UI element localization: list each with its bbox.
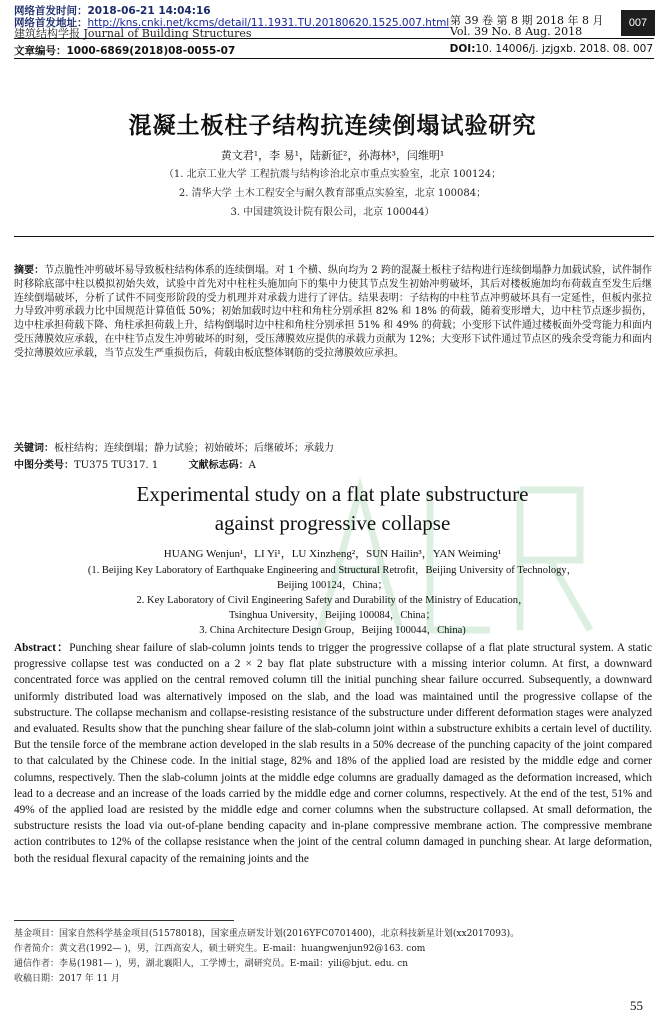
journal-name: 建筑结构学报 Journal of Building Structures — [14, 27, 252, 40]
pub-time: 网络首发时间：2018-06-21 14:04:16 — [14, 5, 211, 17]
abstract-en — [14, 640, 652, 867]
keywords-cn-text: 板柱结构；连续倒塌；静力试验；初始破坏；后继破坏；承载力 — [54, 443, 334, 454]
doc-code-label: 文献标志码： — [188, 460, 249, 471]
page-code-badge: 007 — [621, 10, 655, 36]
abstract-cn-label: 摘要： — [14, 265, 45, 276]
volume-cn: 第 39 卷 第 8 期 2018 年 8 月 — [450, 14, 604, 27]
pub-url-label: 网络首发地址： — [14, 17, 88, 29]
footnote-rule — [14, 920, 234, 921]
volume-en: Vol. 39 No. 8 Aug. 2018 — [450, 25, 583, 38]
doc-code: A — [248, 460, 256, 471]
authors-en: HUANG Wenjun¹，LI Yi¹，LU Xinzheng²，SUN Hailin³，YAN Weiming¹ — [163, 548, 502, 560]
doi — [450, 43, 653, 55]
affiliation-cn-3: 3. 中国建筑设计院有限公司，北京 100044） — [230, 207, 435, 218]
affiliation-en-1b: Beijing 100124，China； — [276, 580, 389, 591]
header-rule — [14, 38, 654, 39]
clc-label: 中图分类号： — [14, 460, 74, 471]
affiliation-en-2b: Tsinghua University，Beijing 100084，China； — [229, 610, 436, 621]
footnote-author: 作者简介：黄文君(1992— )，男，江西高安人，硕士研究生。E-mail：huangwenjun92@163. com — [14, 944, 426, 954]
doi-value: 10. 14006/j. jzjgxb. 2018. 08. 007 — [475, 43, 653, 55]
affiliation-en-2: 2. Key Laboratory of Civil Engineering Safety and Durability of the Ministry of Education， — [136, 595, 529, 606]
article-number: 文章编号：1000-6869(2018)08-0055-07 — [14, 45, 236, 57]
header-rule-2 — [14, 58, 654, 59]
footnote-funding: 基金项目：国家自然科学基金项目(51578018)，国家重点研发计划(2016YFC0701400)，北京科技新星计划(xx2017093)。 — [14, 929, 520, 939]
abstract-cn — [14, 264, 652, 361]
affiliation-cn-1: （1. 北京工业大学 工程抗震与结构诊治北京市重点实验室，北京 100124； — [163, 169, 502, 180]
title-en: Experimental study on a flat plate substructure against progressive collapse — [136, 482, 529, 535]
affiliation-cn-2: 2. 清华大学 土木工程安全与耐久教育部重点实验室，北京 100084； — [178, 188, 487, 199]
clc-code: TU375 TU317. 1 — [74, 460, 159, 471]
abstract-en-text: Punching shear failure of slab-column joints tends to trigger the progressive collapse of a flat plate structural system. A static progressive collapse test was conducted on a 2 × 2 bay flat plate substructure with a missing interior column. At first, a downward concentrated force was applied on the central removed column till the initial punching shear failure occurred. Subsequently, a downward uniformly distributed load was alternatively imposed on the slab, and the load was maintained until the progressive collapse of the substructure. The collapse mechanism and collapse-resisting resistance of the substructure under different deformation stages were analyzed and evaluated. Results show that the punching shear failure of the slab-column joint within a substructure exhibits a certain level of ductility. But the tensile force of the membrane action developed in the slab results in a 50% decrease of the punching capacity of the joint compared to that calculated by the Chinese code. In the initial stage, 82% and 18% of the applied load are resisted by the middle edge and corner columns, respectively. Then the slab-column joints at the middle edge columns are gradually damaged as the deformation increased, which lead to a decrease and an increase of the loads carried by the middle edge and corner columns, respectively. At the end of the test, 51% and 49% of the applied load are resisted by the middle edge and corner columns when the substructure collapsed. At small deformation, the substructure resists the load via out-of-plane bending capacity and in-plane compressive membrane action. The compressive membrane action contributes to 12% of the collapse resistance when the joint of the central column damaged in punching shear. At large deformation, both the residual flexural capacity of the remaining joints and the — [14, 642, 653, 865]
abstract-en-label: Abstract： — [14, 642, 70, 654]
keywords-cn-label: 关键词： — [14, 443, 54, 454]
pub-url-link[interactable]: http://kns.cnki.net/kcms/detail/11.1931.TU.20180620.1525.007.html — [87, 17, 450, 29]
keywords-cn — [14, 439, 334, 454]
footnote-received: 收稿日期：2017 年 11 月 — [14, 974, 120, 984]
title-cn: 混凝土板柱子结构抗连续倒塌试验研究 — [128, 113, 537, 139]
affiliation-en-1: (1. Beijing Key Laboratory of Earthquake Engineering and Structural Retrofit，Beijing University of Technology， — [87, 565, 578, 576]
affiliation-en-3: 3. China Architecture Design Group，Beijing 100044，China) — [199, 625, 466, 636]
section-rule — [14, 236, 654, 237]
abstract-cn-text: 节点脆性冲剪破坏易导致板柱结构体系的连续倒塌。对 1 个横、纵向均为 2 跨的混凝土板柱子结构进行连续倒塌静力加载试验，试件制作时移除底部中柱以模拟初始失效，试验中首先对中柱柱头施加向下的集中力使其节点发生初始冲剪破坏，其后对楼板施加均布荷载直至发生后继连续倒塌破坏，分析了试件不同变形阶段的受力机理并对承载力进行了评估。结果表明：子结构的中柱节点冲剪破坏具有一定延性，但板内张拉力导致冲剪承载力比中国规范计算值低 50%；初始加载时边中柱和角柱分别承担 82% 和 18% 的荷载，随着变形增大，边中柱节点逐步损伤，边中柱承担荷载下降、角柱承担荷载上升，结构倒塌时边中柱和角柱分别承担 51% 和 49% 的荷载；小变形下试件通过楼板面外受弯能力和面内受压薄膜效应承载，在中柱节点发生冲剪破坏的时刻，受压薄膜效应提供的承载力贡献为 12%；大变形下试件通过节点区的残余受弯能力和面内受拉薄膜效应承载，当节点发生严重损伤后，荷载由板底整体钢筋的受拉薄膜效应承担。 — [14, 265, 652, 359]
page-number: 55 — [630, 998, 643, 1013]
doi-label: DOI: — [449, 43, 476, 55]
footnote-corresponding: 通信作者：李易(1981— )，男，湖北襄阳人，工学博士，副研究员。E-mail：yili@bjut. edu. cn — [14, 959, 409, 969]
authors-cn: 黄文君¹，李 易¹，陆新征²，孙海林³，闫维明¹ — [220, 149, 445, 162]
classification-cn — [14, 456, 256, 471]
